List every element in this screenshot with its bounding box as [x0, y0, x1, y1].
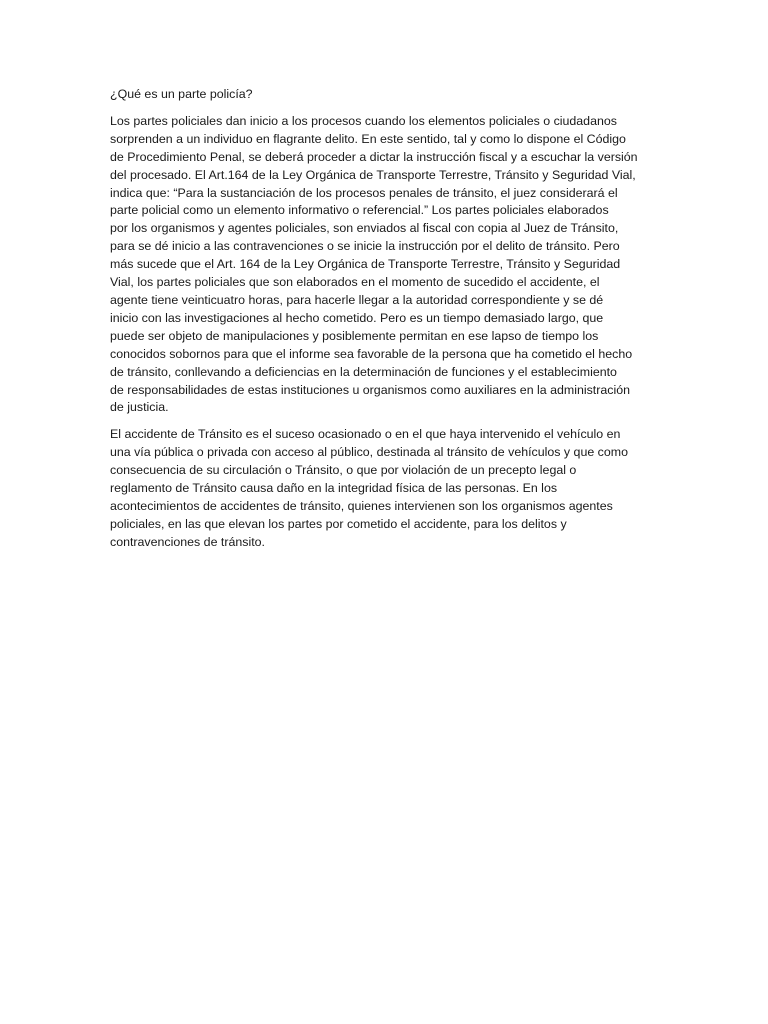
text-line: de tránsito, conllevando a deficiencias en la determinación de funciones y el establecimiento	[110, 364, 617, 379]
text-line: policiales, en las que elevan los partes por cometido el accidente, para los delitos y	[110, 516, 567, 531]
text-line: Vial, los partes policiales que son elaborados en el momento de sucedido el accidente, el	[110, 275, 600, 290]
text-line: contravenciones de tránsito.	[110, 534, 265, 549]
text-line: conocidos sobornos para que el informe sea favorable de la persona que ha cometido el hecho	[110, 346, 633, 361]
text-line: indica que: “Para la sustanciación de los procesos penales de tránsito, el juez considerará el	[110, 185, 618, 200]
text-line: de responsabilidades de estas instituciones u organismos como auxiliares en la administración	[110, 382, 631, 397]
text-line: parte policial como un elemento informativo o referencial.” Los partes policiales elaborados	[110, 203, 609, 218]
text-line: para se dé inicio a las contravenciones o se inicie la instrucción por el delito de tránsito. Pero	[110, 239, 620, 254]
text-line: inicio con las investigaciones al hecho cometido. Pero es un tiempo demasiado largo, que	[110, 310, 604, 325]
paragraph-2	[110, 426, 662, 551]
text-line: de Procedimiento Penal, se deberá proceder a dictar la instrucción fiscal y a escuchar la versión	[110, 149, 638, 164]
text-line: por los organismos y agentes policiales, son enviados al fiscal con copia al Juez de Tránsito,	[110, 221, 619, 236]
document-heading: ¿Qué es un parte policía?	[110, 87, 253, 101]
document-body	[110, 86, 662, 561]
text-line: de justicia.	[110, 400, 169, 415]
text-line: puede ser objeto de manipulaciones y posiblemente permitan en ese lapso de tiempo los	[110, 328, 599, 343]
text-line: agente tiene veinticuatro horas, para hacerle llegar a la autoridad correspondiente y se dé	[110, 292, 604, 307]
text-line: del procesado. El Art.164 de la Ley Orgánica de Transporte Terrestre, Tránsito y Seguridad Vial,	[110, 167, 636, 182]
text-line: reglamento de Tránsito causa daño en la integridad física de las personas. En los	[110, 481, 558, 496]
text-line: El accidente de Tránsito es el suceso ocasionado o en el que haya intervenido el vehículo en	[110, 427, 621, 442]
text-line: una vía pública o privada con acceso al público, destinada al tránsito de vehículos y que como	[110, 445, 628, 460]
text-line: consecuencia de su circulación o Tránsito, o que por violación de un precepto legal o	[110, 463, 577, 478]
paragraph-1	[110, 113, 662, 417]
text-line: Los partes policiales dan inicio a los procesos cuando los elementos policiales o ciudadanos	[110, 113, 617, 128]
text-line: sorprenden a un individuo en flagrante delito. En este sentido, tal y como lo dispone el Código	[110, 131, 626, 146]
text-line: acontecimientos de accidentes de tránsito, quienes intervienen son los organismos agentes	[110, 498, 613, 513]
text-line: más sucede que el Art. 164 de la Ley Orgánica de Transporte Terrestre, Tránsito y Seguridad	[110, 257, 621, 272]
